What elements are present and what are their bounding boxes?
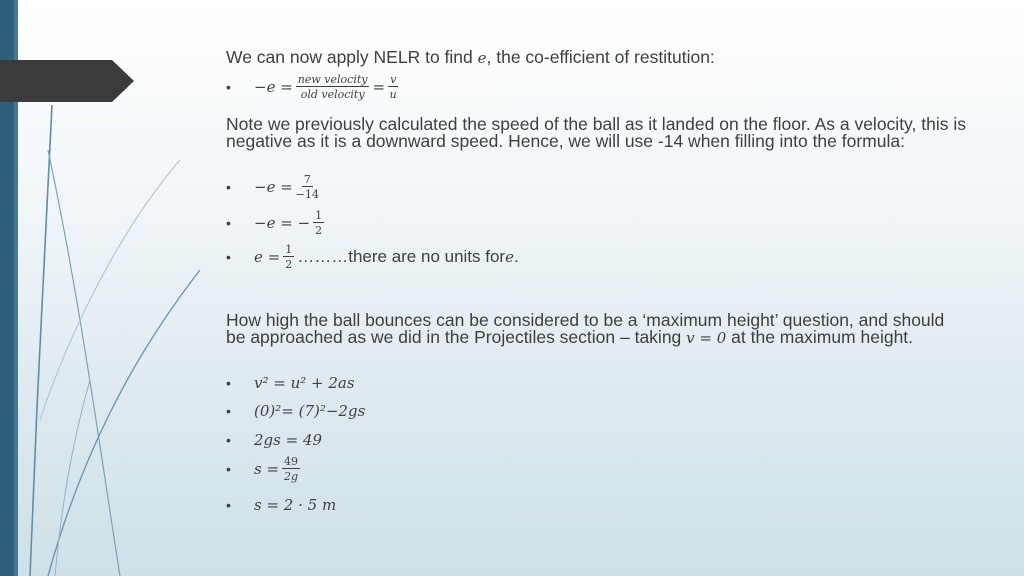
eq4-lhs: e = [254,248,281,266]
equation-4 [226,244,519,270]
bullet: • [226,375,231,391]
eq3-num: 1 [315,209,323,222]
eq1-num2: v [390,73,397,86]
bullet: • [226,432,231,448]
intro-post: , the co-efficient of restitution: [486,47,715,67]
eq4-tail: ………there are no units for [297,247,506,266]
eq8-lhs: s = [254,460,280,478]
eq3-den: 2 [315,224,323,237]
intro-var: e [477,49,487,67]
equation-6 [226,402,365,420]
eq8-num: 49 [284,455,299,468]
eq2-den: −14 [295,188,320,201]
eq2-lhs: −e = [254,178,293,196]
eq4-fraction [283,244,294,270]
eq4-num: 1 [285,243,293,256]
bullet: • [226,461,231,477]
eq1-equals: = [372,78,386,96]
eq8-fraction [282,456,300,482]
eq7-text: 2gs = 49 [254,431,323,449]
equation-8 [226,456,303,482]
bullet: • [226,249,231,265]
bullet: • [226,179,231,195]
bullet: • [226,79,231,95]
equation-2 [226,174,322,200]
height-paragraph [226,312,966,347]
eq4-end: . [513,247,519,266]
equation-7 [226,431,322,449]
eq2-num: 7 [303,173,311,186]
eq9-text: s = 2 · 5 m [254,496,337,514]
eq6-text: (0)²= (7)²−2gs [254,402,366,420]
eq1-lhs: −e = [254,78,293,96]
eq1-den2: u [389,88,397,101]
eq4-den: 2 [285,258,293,271]
equation-3 [226,210,327,236]
height-post: at the maximum height. [726,327,914,347]
eq1-num1: new velocity [297,73,368,86]
equation-5 [226,374,355,392]
eq3-lhs: −e = − [254,214,311,232]
intro-pre: We can now apply NELR to find [226,47,478,67]
eq5-text: v² = u² + 2as [254,374,355,392]
eq1-fraction-1 [296,74,370,100]
title-arrow-shape [0,60,134,102]
bullet: • [226,497,231,513]
eq8-den: 2g [284,470,299,483]
eq4-var: e [505,248,514,266]
eq1-fraction-2 [388,74,398,100]
equation-1 [226,74,401,100]
height-pre: How high the ball bounces can be considered to be a ‘maximum height’ question, and should be approached as we did in the Projectiles section – taking [226,310,945,347]
eq1-den1: old velocity [300,88,365,101]
eq2-fraction [296,174,319,200]
eq3-fraction [313,210,324,236]
bullet: • [226,403,231,419]
bullet: • [226,215,231,231]
height-math: v = 0 [686,329,727,347]
intro-text [226,49,986,67]
note-paragraph: Note we previously calculated the speed of the ball as it landed on the floor. As a velocity, this is negative as it is a downward speed. Hence, we will use -14 when filling into the formula: [226,114,966,151]
equation-9 [226,496,336,514]
